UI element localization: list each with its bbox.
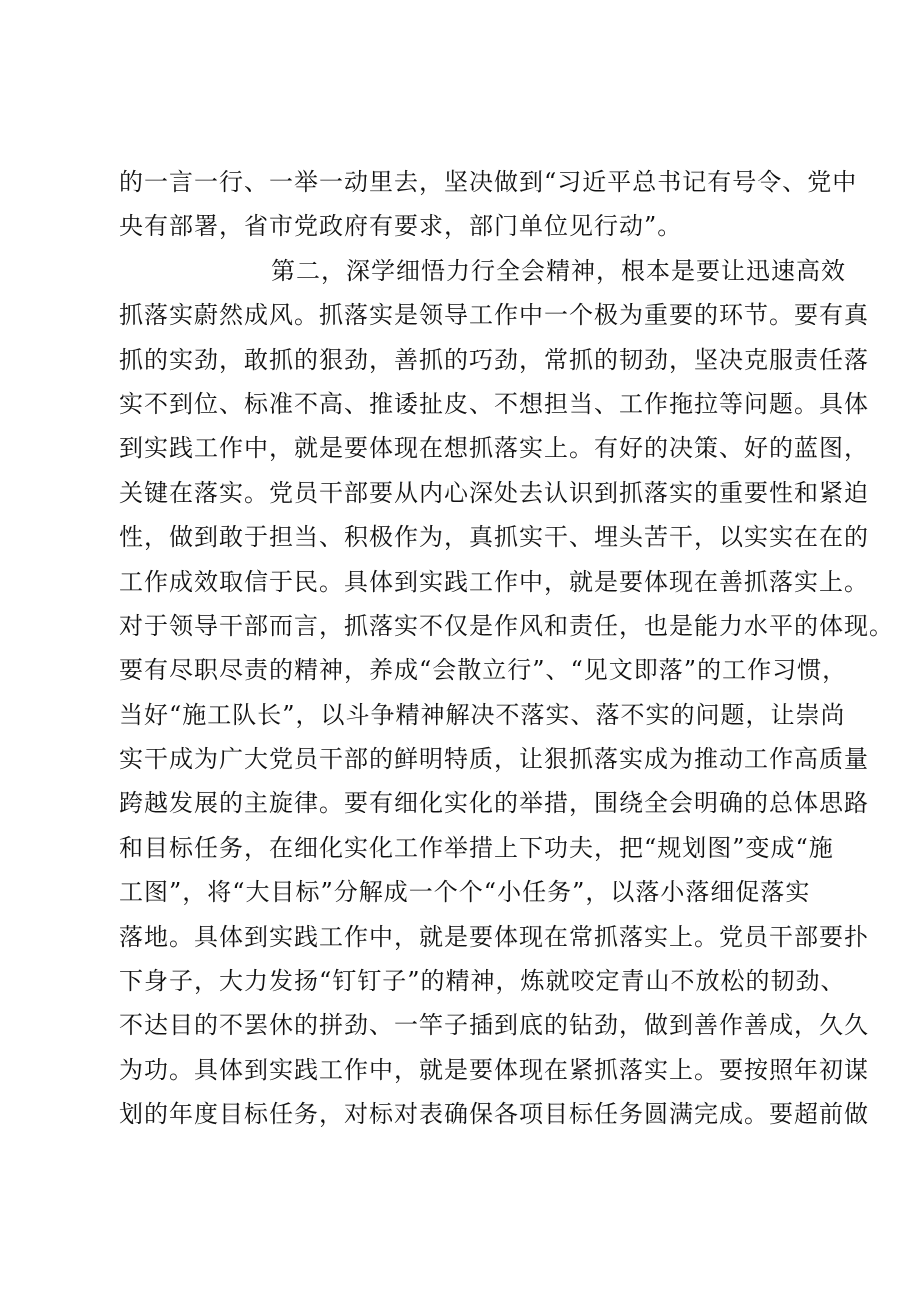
text-line: 抓落实蔚然成风。抓落实是领导工作中一个极为重要的环节。要有真 xyxy=(119,301,869,330)
text-line: 关键在落实。党员干部要从内心深处去认识到抓落实的重要性和紧迫 xyxy=(119,478,869,507)
text-line: 要有尽职尽责的精神，养成“会散立行”、“见文即落”的工作习惯， xyxy=(119,656,848,685)
text-line: 划的年度目标任务，对标对表确保各项目标任务圆满完成。要超前做 xyxy=(119,1100,869,1129)
text-line: 到实践工作中，就是要体现在想抓落实上。有好的决策、好的蓝图， xyxy=(119,434,869,463)
text-line: 跨越发展的主旋律。要有细化实化的举措，围绕全会明确的总体思路 xyxy=(119,789,869,818)
text-line: 工作成效取信于民。具体到实践工作中，就是要体现在善抓落实上。 xyxy=(119,567,869,596)
text-line: 实不到位、标准不高、推诿扯皮、不想担当、工作拖拉等问题。具体 xyxy=(119,389,869,418)
text-line: 的一言一行、一举一动里去，坚决做到“习近平总书记有号令、党中 xyxy=(119,168,858,196)
text-line: 央有部署，省市党政府有要求，部门单位见行动”。 xyxy=(119,212,683,241)
text-line: 工图”，将“大目标”分解成一个个“小任务”，以落小落细促落实 xyxy=(119,878,811,907)
text-line: 当好“施工队长”，以斗争精神解决不落实、落不实的问题，让崇尚 xyxy=(119,700,846,729)
text-line: 和目标任务，在细化实化工作举措上下功夫，把“规划图”变成“施 xyxy=(119,833,834,862)
text-line: 对于领导干部而言，抓落实不仅是作风和责任，也是能力水平的体现。 xyxy=(119,611,894,640)
body-text xyxy=(119,160,894,1137)
text-line: 为功。具体到实践工作中，就是要体现在紧抓落实上。要按照年初谋 xyxy=(119,1055,869,1084)
paragraph-start-line: 第二，深学细悟力行全会精神，根本是要让迅速高效 xyxy=(271,256,846,285)
text-line: 抓的实劲，敢抓的狠劲，善抓的巧劲，常抓的韧劲，坚决克服责任落 xyxy=(119,345,869,374)
text-line: 实干成为广大党员干部的鲜明特质，让狠抓落实成为推动工作高质量 xyxy=(119,745,869,774)
text-line: 性，做到敢于担当、积极作为，真抓实干、埋头苦干，以实实在在的 xyxy=(119,523,869,552)
text-line: 下身子，大力发扬“钉钉子”的精神，炼就咬定青山不放松的韧劲、 xyxy=(119,967,846,996)
text-line: 不达目的不罢休的拼劲、一竿子插到底的钻劲，做到善作善成，久久 xyxy=(119,1011,869,1040)
text-line: 落地。具体到实践工作中，就是要体现在常抓落实上。党员干部要扑 xyxy=(119,922,869,951)
